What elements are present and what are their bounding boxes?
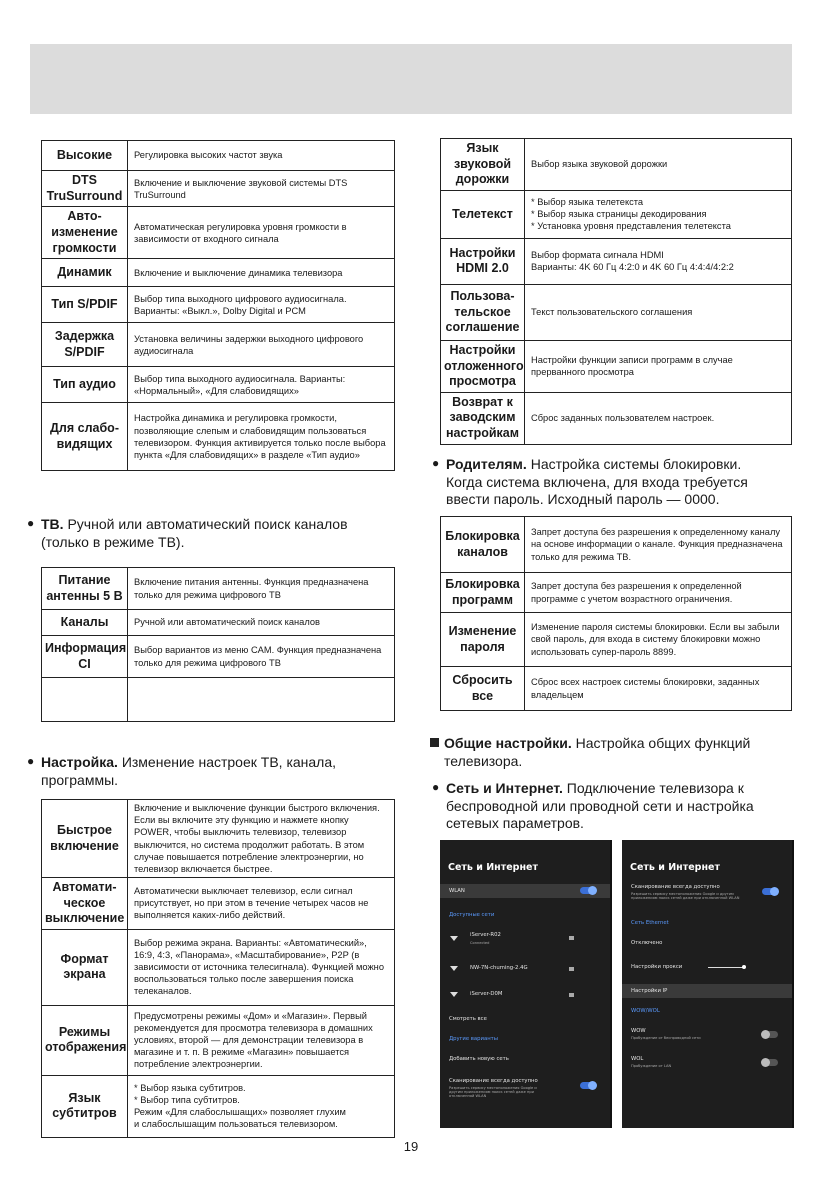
setting-description: Предусмотрены режимы «Дом» и «Магазин». Первый рекомендуется для просмотра телевизора в домашних условиях, второй — для демонстрации телевизора в магазине и т. п. В режиме «Магазин» повышается потребление электроэнергии.	[128, 1005, 395, 1075]
network-status: Connected	[470, 941, 490, 945]
setting-name: Пользова-тельское соглашение	[441, 284, 525, 340]
wol-row[interactable]	[622, 1056, 792, 1072]
network-bullet-title: Сеть и Интернет.	[446, 780, 563, 796]
setting-description: Выбор вариантов из меню CAM. Функция предназначена только для режима цифрового ТВ	[128, 636, 395, 678]
setting-description: Выбор типа выходного цифрового аудиосигнала. Варианты: «Выкл.», Dolby Digital и PCM	[128, 287, 395, 323]
proxy-slider[interactable]	[708, 967, 744, 968]
wowwol-label: WOW/WOL	[631, 1008, 660, 1014]
ip-label: Настройки IP	[631, 988, 668, 994]
setup-bullet-text: Изменение настроек ТВ, канала, программы.	[41, 754, 337, 788]
setting-description: Регулировка высоких частот звука	[128, 141, 395, 171]
table-row	[441, 613, 792, 667]
setting-description: Автоматическая регулировка уровня громкости в зависимости от входного сигнала	[128, 207, 395, 259]
setting-name: Язык субтитров	[42, 1075, 128, 1137]
setting-name: Задержка S/PDIF	[42, 323, 128, 367]
table-row	[441, 340, 792, 392]
lock-icon	[569, 993, 574, 997]
setting-name: Авто-изменение громкости	[42, 207, 128, 259]
wol-label: WOL	[631, 1056, 644, 1062]
screen2-title: Сеть и Интернет	[630, 862, 720, 873]
table-row	[441, 573, 792, 613]
setting-description: Настройки функции записи программ в случае прерванного просмотра	[525, 340, 792, 392]
setting-name: Телетекст	[441, 190, 525, 238]
setting-name: Для слабо-видящих	[42, 403, 128, 471]
table-row	[42, 929, 395, 1005]
setting-description: Запрет доступа без разрешения к определенному каналу на основе информации о канале. Функция предназначена только для режима ТВ.	[525, 517, 792, 573]
setting-description: Включение и выключение функции быстрого включения. Если вы включите эту функцию и нажмете кнопку POWER, чтобы выключить телевизор, телевизор выключится, но система продолжит работать. В этом случае повышается потребление электроэнергии, но телевизор включается быстрее.	[128, 800, 395, 878]
setting-name: Тип S/PDIF	[42, 287, 128, 323]
tv-bullet: ● ТВ. Ручной или автоматический поиск каналов (только в режиме ТВ).	[27, 516, 348, 550]
tv-bullet-text: Ручной или автоматический поиск каналов (только в режиме ТВ).	[41, 516, 348, 550]
tv-settings-table	[41, 567, 395, 722]
table-row	[42, 323, 395, 367]
wifi-icon	[450, 966, 458, 971]
setting-name	[42, 678, 128, 722]
table-row	[42, 367, 395, 403]
setting-name: Высокие	[42, 141, 128, 171]
lock-icon	[569, 967, 574, 971]
setting-name: Информация CI	[42, 636, 128, 678]
wlan-toggle[interactable]	[580, 887, 596, 894]
wifi-icon	[450, 992, 458, 997]
setting-description: Включение питания антенны. Функция предназначена только для режима цифрового ТВ	[128, 568, 395, 610]
scan-label: Сканирование всегда доступно	[449, 1078, 538, 1084]
scan-row[interactable]	[440, 1078, 610, 1098]
lock-icon	[569, 936, 574, 940]
setting-name: Формат экрана	[42, 929, 128, 1005]
network-item-1[interactable]	[440, 932, 610, 948]
table-row	[42, 403, 395, 471]
network-bullet: ● Сеть и Интернет. Подключение телевизора к беспроводной или проводной сети и настройка сетевых параметров.	[432, 780, 754, 831]
general-bullet-text: Настройка общих функций телевизора.	[444, 735, 751, 769]
ethernet-status: Отключено	[631, 940, 663, 946]
network-bullet-text: Подключение телевизора к беспроводной или проводной сети и настройка сетевых параметров.	[446, 780, 754, 831]
setting-name: Блокировка каналов	[441, 517, 525, 573]
table-row	[42, 636, 395, 678]
setting-description: Включение и выключение звуковой системы DTS TruSurround	[128, 171, 395, 207]
ethernet-label: Сеть Ethernet	[631, 920, 669, 926]
table-row	[42, 141, 395, 171]
setting-name: Язык звуковой дорожки	[441, 139, 525, 191]
ip-row[interactable]	[622, 984, 792, 998]
wifi-icon	[450, 936, 458, 941]
table-row	[441, 139, 792, 191]
setting-description: Выбор языка звуковой дорожки	[525, 139, 792, 191]
wol-sub: Пробуждение от LAN	[631, 1064, 672, 1068]
wow-toggle[interactable]	[762, 1031, 778, 1038]
table-row	[42, 568, 395, 610]
header-banner	[30, 44, 792, 114]
proxy-label: Настройки прокси	[631, 964, 683, 970]
wol-toggle[interactable]	[762, 1059, 778, 1066]
wow-sub: Пробуждение от беспроводной сети	[631, 1036, 701, 1040]
table-row	[441, 517, 792, 573]
setting-name: Питание антенны 5 В	[42, 568, 128, 610]
setting-name: Сбросить все	[441, 667, 525, 711]
add-network-label: Добавить новую сеть	[449, 1056, 509, 1062]
setup-settings-table	[41, 799, 395, 1138]
table-row	[42, 1075, 395, 1137]
setting-name: Режимы отображения	[42, 1005, 128, 1075]
scan-toggle-2[interactable]	[762, 888, 778, 895]
table-row	[42, 207, 395, 259]
network-name: NW-7N-chuming-2.4G	[470, 965, 528, 971]
setting-name: Тип аудио	[42, 367, 128, 403]
setting-description: Автоматически выключает телевизор, если сигнал присутствует, но при этом в течение четырех часов не выполняется каких-либо действий.	[128, 878, 395, 930]
setting-description: Включение и выключение динамика телевизора	[128, 259, 395, 287]
setting-description: Запрет доступа без разрешения к определенной программе с учетом возрастного ограничения.	[525, 573, 792, 613]
table-row	[42, 1005, 395, 1075]
setting-description	[128, 678, 395, 722]
setting-description: * Выбор языка субтитров. * Выбор типа субтитров. Режим «Для слабослышащих» позволяет глухим и слабослышащим пользоваться телевизором.	[128, 1075, 395, 1137]
general-bullet	[444, 735, 774, 770]
table-row	[441, 392, 792, 444]
setting-description: * Выбор языка телетекста * Выбор языка страницы декодирования * Установка уровня представления телетекста	[525, 190, 792, 238]
misc-settings-table	[440, 138, 792, 445]
setting-name: Настройки HDMI 2.0	[441, 238, 525, 284]
table-row	[42, 678, 395, 722]
table-row	[441, 284, 792, 340]
table-row	[441, 238, 792, 284]
setting-description: Установка величины задержки выходного цифрового аудиосигнала	[128, 323, 395, 367]
see-all-label: Смотреть все	[449, 1016, 487, 1022]
table-row	[441, 667, 792, 711]
audio-settings-table	[41, 140, 395, 471]
setting-description: Выбор режима экрана. Варианты: «Автоматический», 16:9, 4:3, «Панорама», «Масштабирование», P2P (в зависимости от источника телесигнала). Функцией можно воспользоваться только после завершения поиска телеканалов.	[128, 929, 395, 1005]
network-name: iServer-D0M	[470, 991, 503, 997]
network-item-3[interactable]	[440, 990, 610, 1002]
parents-bullet-title: Родителям.	[446, 456, 527, 472]
wow-label: WOW	[631, 1028, 646, 1034]
other-options-label: Другие варианты	[449, 1036, 498, 1042]
table-row	[42, 800, 395, 878]
setting-name: Изменение пароля	[441, 613, 525, 667]
setting-description: Изменение пароля системы блокировки. Если вы забыли свой пароль, для входа в систему блокировки можно использовать супер-пароль 8899.	[525, 613, 792, 667]
setting-description: Текст пользовательского соглашения	[525, 284, 792, 340]
setup-bullet: ● Настройка. Изменение настроек ТВ, канала, программы.	[27, 754, 337, 788]
available-networks-label: Доступные сети	[449, 912, 495, 918]
table-row	[441, 190, 792, 238]
setting-name: Настройки отложенного просмотра	[441, 340, 525, 392]
setting-name: Возврат к заводским настройкам	[441, 392, 525, 444]
table-row	[42, 878, 395, 930]
wlan-label: WLAN	[449, 888, 465, 894]
setting-description: Выбор типа выходного аудиосигнала. Варианты: «Нормальный», «Для слабовидящих»	[128, 367, 395, 403]
parents-bullet: ● Родителям. Настройка системы блокировки. Когда система включена, для входа требуется ввести пароль. Исходный пароль — 0000.	[432, 456, 748, 507]
setup-bullet-title: Настройка.	[41, 754, 118, 770]
scan-label-2: Сканирование всегда доступно	[631, 884, 720, 890]
table-row	[42, 610, 395, 636]
network-screenshot-1	[440, 840, 612, 1128]
network-screenshot-2	[622, 840, 794, 1128]
setting-description: Настройка динамика и регулировка громкости, позволяющие слепым и слабовидящим пользоваться телевизором. Функция активируется только после выбора пункта «Для слабовидящих» в разделе «Тип аудио»	[128, 403, 395, 471]
scan-sub-2: Разрешить сервису местоположения Google и другим приложениям поиск сетей даже при отключенной WLAN	[631, 892, 740, 900]
setting-description: Сброс заданных пользователем настроек.	[525, 392, 792, 444]
setting-name: Автомати-ческое выключение	[42, 878, 128, 930]
setting-name: Динамик	[42, 259, 128, 287]
network-name: iServer-R02	[470, 932, 501, 938]
setting-name: Быстрое включение	[42, 800, 128, 878]
wlan-row[interactable]	[440, 884, 610, 898]
scan-row-2[interactable]	[622, 884, 792, 904]
table-row	[42, 171, 395, 207]
screen1-title: Сеть и Интернет	[448, 862, 538, 873]
parental-table	[440, 516, 792, 711]
setting-name: Блокировка программ	[441, 573, 525, 613]
setting-name: Каналы	[42, 610, 128, 636]
parents-bullet-text: Настройка системы блокировки. Когда система включена, для входа требуется ввести пароль. Исходный пароль — 0000.	[446, 456, 748, 507]
tv-bullet-title: ТВ.	[41, 516, 64, 532]
scan-sub: Разрешить сервису местоположения Google и другим приложениям поиск сетей даже при отключенной WLAN	[449, 1086, 537, 1098]
network-item-2[interactable]	[440, 964, 610, 976]
setting-description: Ручной или автоматический поиск каналов	[128, 610, 395, 636]
general-bullet-title: Общие настройки.	[444, 735, 572, 751]
setting-description: Выбор формата сигнала HDMI Варианты: 4K 60 Гц 4:2:0 и 4K 60 Гц 4:4:4/4:2:2	[525, 238, 792, 284]
scan-toggle[interactable]	[580, 1082, 596, 1089]
wow-row[interactable]	[622, 1028, 792, 1044]
setting-description: Сброс всех настроек системы блокировки, заданных владельцем	[525, 667, 792, 711]
page-number: 19	[403, 1139, 419, 1154]
setting-name: DTS TruSurround	[42, 171, 128, 207]
table-row	[42, 287, 395, 323]
table-row	[42, 259, 395, 287]
